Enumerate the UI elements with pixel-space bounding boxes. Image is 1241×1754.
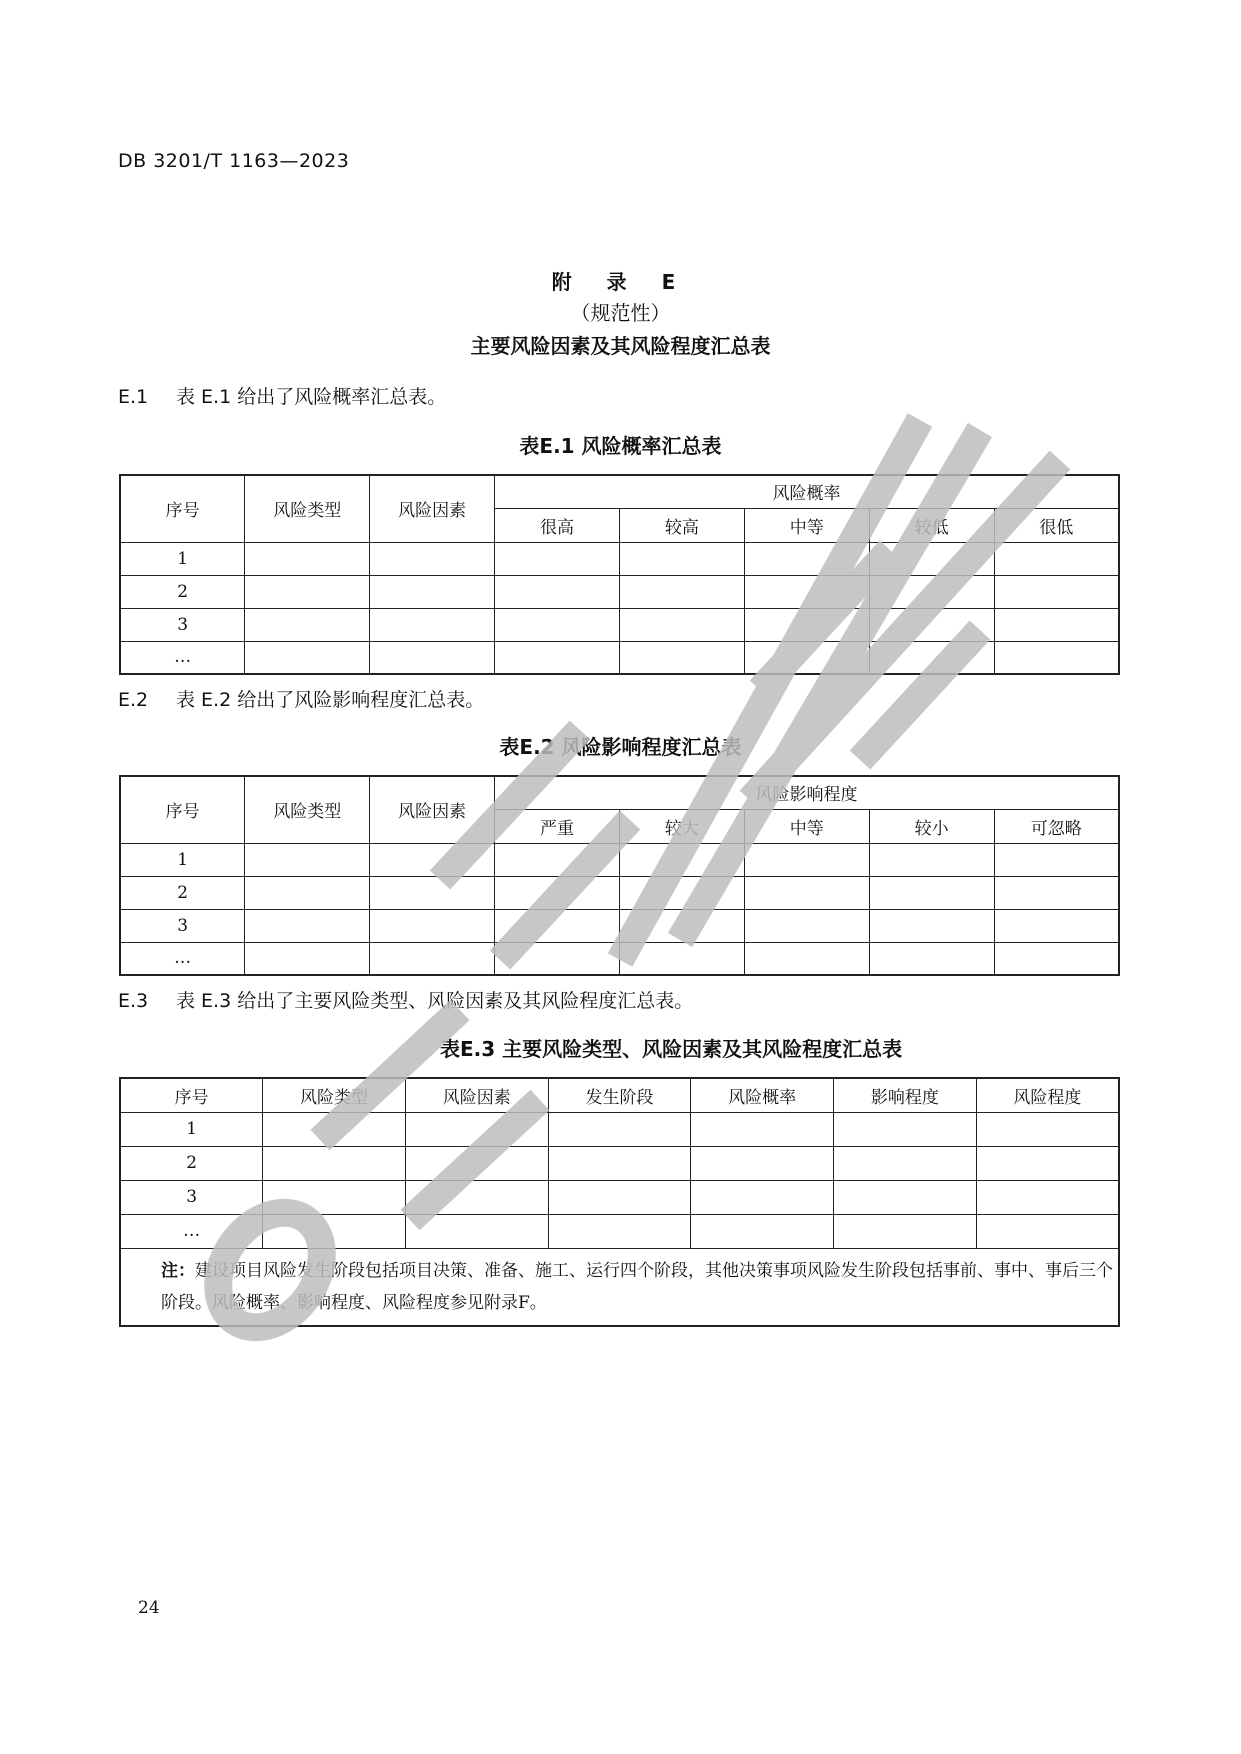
header-stage: 发生阶段 xyxy=(548,1078,691,1112)
table-row xyxy=(120,542,1119,575)
row-number: 3 xyxy=(120,608,245,641)
section-text: 表 E.1 给出了风险概率汇总表。 xyxy=(176,386,447,408)
table1-caption: 表E.1 风险概率汇总表 xyxy=(519,434,722,458)
header-no: 序号 xyxy=(120,1078,263,1112)
header-risk-factor: 风险因素 xyxy=(370,776,495,843)
section-number: E.2 xyxy=(118,689,149,711)
sub-header: 较大 xyxy=(619,809,744,843)
sub-header: 可忽略 xyxy=(994,809,1119,843)
header-risk-probability: 风险概率 xyxy=(495,475,1119,508)
header-risk-factor: 风险因素 xyxy=(405,1078,548,1112)
row-number: 2 xyxy=(120,575,245,608)
section-number: E.1 xyxy=(118,386,149,408)
header-no: 序号 xyxy=(120,475,245,542)
section-text: 表 E.3 给出了主要风险类型、风险因素及其风险程度汇总表。 xyxy=(176,990,694,1012)
table-row xyxy=(120,575,1119,608)
sub-header: 很高 xyxy=(495,508,620,542)
table-note xyxy=(120,1248,1119,1326)
row-number: 1 xyxy=(120,542,245,575)
table-row xyxy=(120,641,1119,674)
table-row xyxy=(120,876,1119,909)
header-no: 序号 xyxy=(120,776,245,843)
sub-header: 中等 xyxy=(744,809,869,843)
table3-caption: 表E.3 主要风险类型、风险因素及其风险程度汇总表 xyxy=(440,1037,903,1061)
header-risk-type: 风险类型 xyxy=(263,1078,406,1112)
header-risk-type: 风险类型 xyxy=(245,475,370,542)
header-impact: 影响程度 xyxy=(834,1078,977,1112)
row-number: 3 xyxy=(120,1180,263,1214)
table3 xyxy=(119,1077,1120,1327)
sub-header: 中等 xyxy=(744,508,869,542)
section-text: 表 E.2 给出了风险影响程度汇总表。 xyxy=(176,689,485,711)
page-number: 24 xyxy=(138,1598,160,1618)
row-number: 2 xyxy=(120,876,245,909)
row-number: 3 xyxy=(120,909,245,942)
note-label: 注： xyxy=(161,1260,195,1281)
table-row xyxy=(120,909,1119,942)
sub-header: 较低 xyxy=(869,508,994,542)
table-row xyxy=(120,1146,1119,1180)
section-e2 xyxy=(118,685,484,712)
note-text: 建设项目风险发生阶段包括项目决策、准备、施工、运行四个阶段，其他决策事项风险发生阶段包括事前、事中、事后三个阶段。风险概率、影响程度、风险程度参见附录F。 xyxy=(161,1260,1113,1313)
section-e3 xyxy=(118,986,693,1013)
section-number: E.3 xyxy=(118,990,149,1012)
header-risk-impact: 风险影响程度 xyxy=(495,776,1119,809)
sub-header: 严重 xyxy=(495,809,620,843)
appendix-type: （规范性） xyxy=(570,301,671,325)
header-risk-factor: 风险因素 xyxy=(370,475,495,542)
row-number: 1 xyxy=(120,1112,263,1146)
appendix-title: 附 录 E xyxy=(551,270,690,294)
table1 xyxy=(119,474,1120,675)
section-e1 xyxy=(118,382,446,409)
table2 xyxy=(119,775,1120,976)
sub-header: 很低 xyxy=(994,508,1119,542)
row-number: … xyxy=(120,641,245,674)
table2-caption: 表E.2 风险影响程度汇总表 xyxy=(499,735,742,759)
document-id: DB 3201/T 1163—2023 xyxy=(118,150,350,172)
table-row xyxy=(120,1180,1119,1214)
table-row xyxy=(120,942,1119,975)
sub-header: 较高 xyxy=(619,508,744,542)
header-risk-type: 风险类型 xyxy=(245,776,370,843)
row-number: 2 xyxy=(120,1146,263,1180)
row-number: … xyxy=(120,1214,263,1248)
sub-header: 较小 xyxy=(869,809,994,843)
table-row xyxy=(120,1214,1119,1248)
table-row xyxy=(120,843,1119,876)
header-probability: 风险概率 xyxy=(691,1078,834,1112)
row-number: … xyxy=(120,942,245,975)
table-row xyxy=(120,608,1119,641)
row-number: 1 xyxy=(120,843,245,876)
appendix-name: 主要风险因素及其风险程度汇总表 xyxy=(470,334,771,358)
table-row xyxy=(120,1112,1119,1146)
header-risk-level: 风险程度 xyxy=(976,1078,1119,1112)
